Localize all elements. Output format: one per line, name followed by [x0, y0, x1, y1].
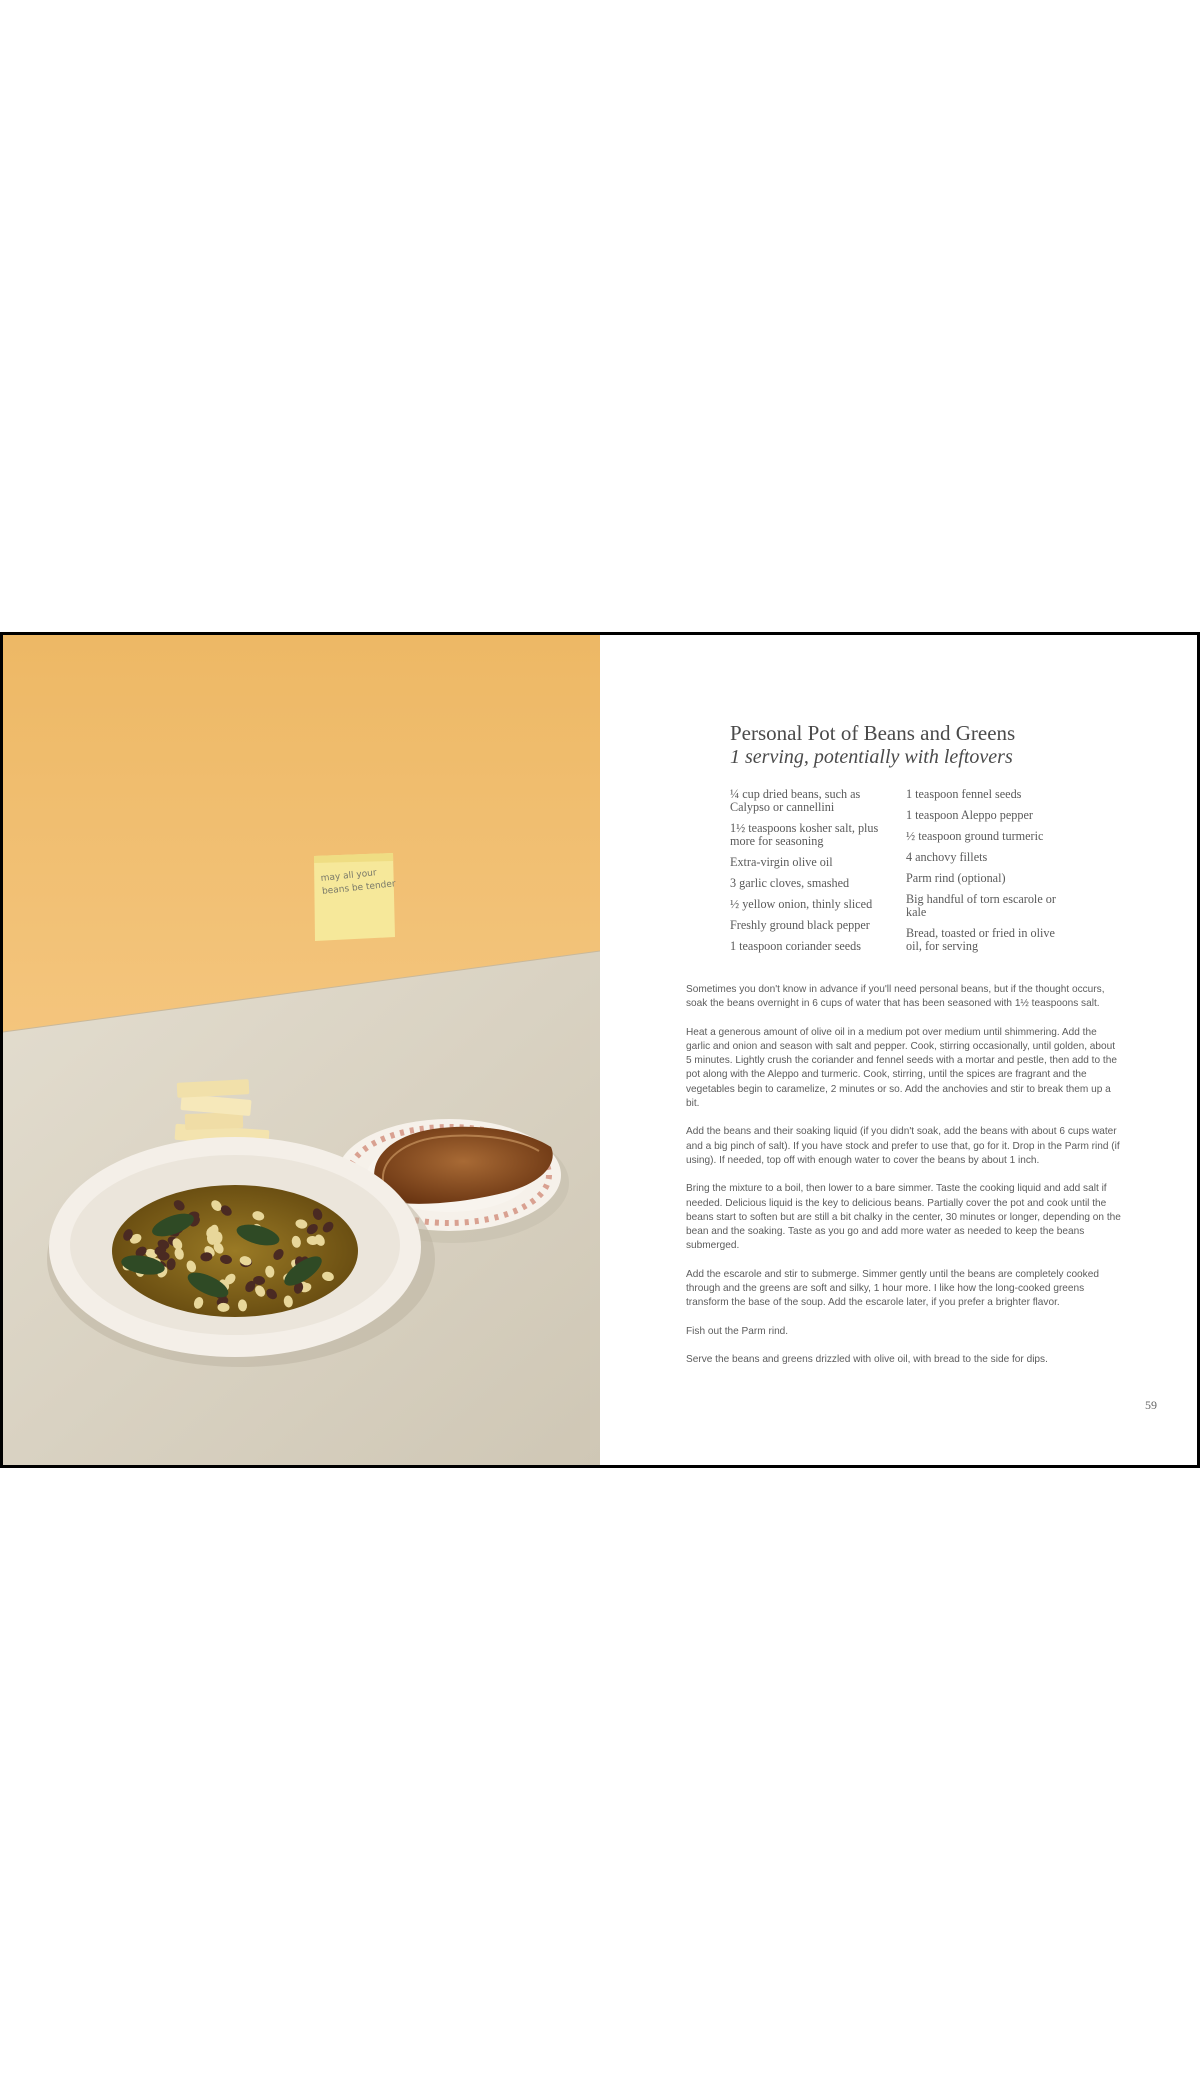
- food-photo-illustration: [3, 635, 600, 1465]
- ingredient-item: Freshly ground black pepper: [730, 918, 870, 932]
- ingredient-item: ¼ cup dried beans, such as Calypso or cannellini: [730, 787, 861, 814]
- ingredient-item: ½ teaspoon ground turmeric: [906, 829, 1044, 843]
- method-paragraph: Heat a generous amount of olive oil in a medium pot over medium until shimmering. Add the garlic and onion and season with salt and pepper. Cook, stirring occasionally, until golden, about 5 minutes. Lightly crush the coriander and fennel seeds with a mortar and pestle, then add to the pot along with the Aleppo and turmeric. Cook, stirring, until the spices are fragrant and the vegetables begin to caramelize, 2 minutes or so. Add the anchovies and stir to break them up a bit.: [686, 1026, 1117, 1110]
- recipe-title: Personal Pot of Beans and Greens: [730, 721, 1016, 745]
- recipe-yield: 1 serving, potentially with leftovers: [730, 746, 1013, 768]
- ingredient-item: ½ yellow onion, thinly sliced: [730, 897, 873, 911]
- page-number: 59: [1145, 1398, 1157, 1412]
- method-paragraph: Serve the beans and greens drizzled with olive oil, with bread to the side for dips.: [686, 1353, 1048, 1365]
- ingredient-item: 1 teaspoon coriander seeds: [730, 939, 861, 953]
- food-photo: [3, 635, 600, 1465]
- method-paragraph: Fish out the Parm rind.: [686, 1325, 789, 1337]
- ingredient-list: [730, 788, 1080, 961]
- method-steps: [686, 983, 1122, 1381]
- method-paragraph: Add the escarole and stir to submerge. Simmer gently until the beans are completely cooked through and the greens are soft and silky, 1 hour more. I like how the long-cooked greens transform the base of the soup. Add the escarole later, if you prefer a brighter flavor.: [686, 1268, 1099, 1309]
- ingredient-item: 1½ teaspoons kosher salt, plus more for seasoning: [730, 821, 879, 848]
- ingredient-item: 4 anchovy fillets: [906, 850, 988, 864]
- ingredient-column-right: [906, 788, 1066, 961]
- method-paragraph: Bring the mixture to a boil, then lower to a bare simmer. Taste the cooking liquid and add salt if needed. Delicious liquid is the key to delicious beans. Partially cover the pot and cook until the beans start to soften but are still a bit chalky in the center, 30 minutes or longer, depending on the bean and the soaking. Taste as you go and add more water as needed to keep the beans submerged.: [686, 1183, 1121, 1252]
- ingredient-item: Extra-virgin olive oil: [730, 855, 833, 869]
- ingredient-column-left: [730, 788, 890, 961]
- ingredient-item: Bread, toasted or fried in olive oil, for serving: [906, 926, 1055, 953]
- ingredient-item: 1 teaspoon Aleppo pepper: [906, 808, 1033, 822]
- method-paragraph: Sometimes you don't know in advance if you'll need personal beans, but if the thought occurs, soak the beans overnight in 6 cups of water that has been seasoned with 1½ teaspoons salt.: [686, 984, 1105, 1010]
- book-spread: [0, 632, 1200, 1468]
- ingredient-item: Big handful of torn escarole or kale: [906, 892, 1056, 919]
- sticky-note-text: may all yourbeans be tender: [320, 868, 397, 897]
- ingredient-item: Parm rind (optional): [906, 871, 1006, 885]
- ingredient-item: 3 garlic cloves, smashed: [730, 876, 850, 890]
- sticky-note: [314, 853, 396, 941]
- ingredient-item: 1 teaspoon fennel seeds: [906, 787, 1022, 801]
- recipe-page: [600, 635, 1197, 1465]
- recipe-header: [730, 721, 1130, 769]
- method-paragraph: Add the beans and their soaking liquid (if you didn't soak, add the beans with about 6 cups water and a big pinch of salt). If you have stock and prefer to use that, go for it. Drop in the Parm rind (if using). If needed, top off with enough water to cover the beans by about 1 inch.: [686, 1126, 1120, 1166]
